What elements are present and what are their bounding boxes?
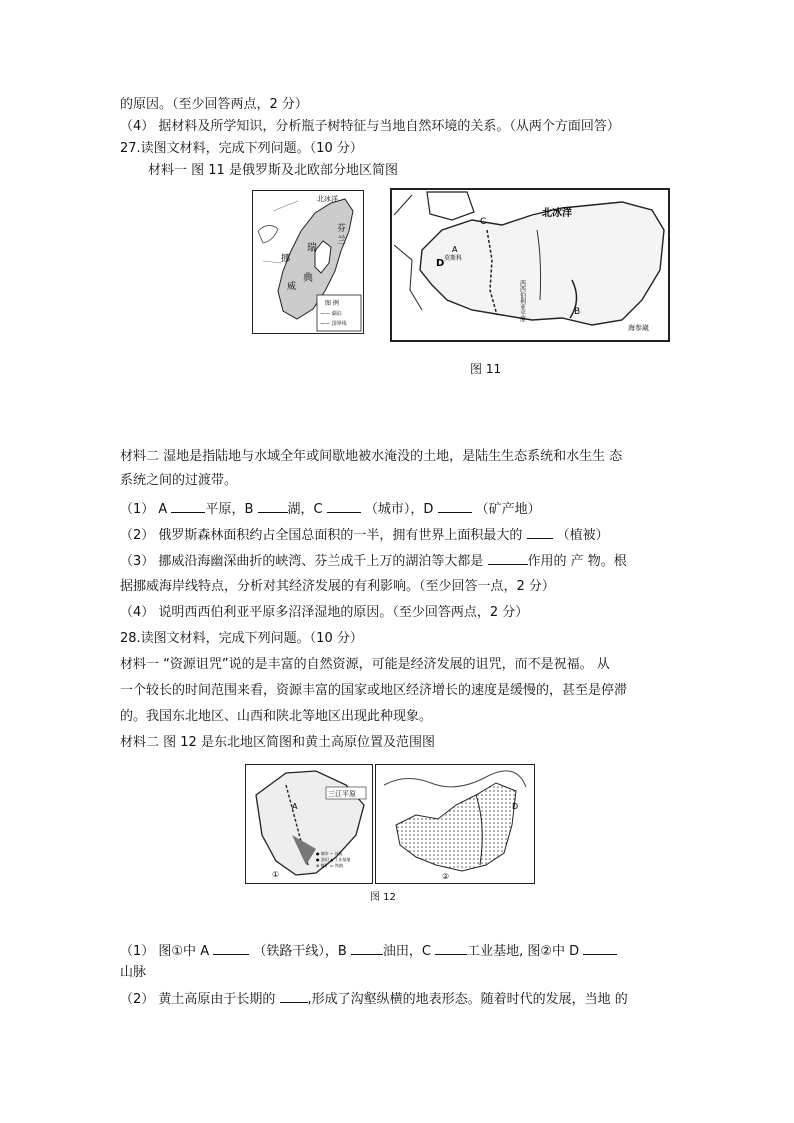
question-27-3 (120, 552, 627, 571)
label-west-siberia: 西西伯利亚平原 (518, 280, 526, 322)
q28-1-part-c: 油田，C (382, 944, 436, 959)
question-27-1 (120, 500, 541, 519)
label-wei: 威 (287, 282, 297, 292)
label-fin: 芬 (337, 224, 347, 234)
figure-11-northern-europe-map (252, 190, 364, 334)
figure-12-loess-plateau-map (375, 764, 535, 884)
q28-material-1-line-2: 一个较长的时间范围来看，资源丰富的国家或地区经济增长的速度是缓慢的，甚至是停滞 (120, 683, 628, 698)
label-nuo: 挪 (281, 254, 291, 264)
question-28-1-cont: 山脉 (120, 965, 147, 980)
q28-1-part-a: （1） 图①中 A (120, 944, 214, 959)
q27-3-text: （3） 挪威沿海幽深曲折的峡湾、芬兰成千上万的湖泊等大都是 (120, 554, 488, 569)
label-moscow: 莫斯科 (444, 255, 463, 262)
text-line-2: （4） 据材料及所学知识，分析瓶子树特征与当地自然环境的关系。（从两个方面回答） (120, 119, 620, 134)
label-fig12-num1: ① (272, 870, 280, 879)
question-27-4: （4） 说明西西伯利亚平原多沼泽湿地的原因。（至少回答两点，2 分） (120, 605, 529, 620)
q28-material-1-line-3: 的。我国东北地区、山西和陕北等地区出现此种现象。 (120, 709, 433, 724)
label-lan: 兰 (337, 236, 347, 246)
legend-fig12-1: ● 城市 ∼ 河流 (316, 851, 343, 856)
label-sanjiang-plain: 三江平原 (328, 790, 356, 798)
label-c: C (480, 217, 487, 227)
q27-3-suffix: 作用的 产 物。根 (527, 554, 627, 569)
q27-1-part-a: （1） A (120, 502, 172, 517)
q27-2-suffix: （植被） (552, 528, 609, 543)
blank-vegetation[interactable] (527, 526, 553, 539)
legend-title: 图 例 (325, 300, 339, 307)
label-fig12-d: D (512, 802, 519, 811)
blank-mountain[interactable] (583, 942, 617, 955)
q27-2-text: （2） 俄罗斯森林面积约占全国总面积的一半，拥有世界上面积最大的 (120, 528, 527, 543)
figure-11-caption: 图 11 (470, 362, 502, 376)
q28-1-part-d: 工业基地, 图②中 D (467, 944, 584, 959)
figure-12-caption: 图 12 (370, 892, 396, 903)
label-b: B (574, 307, 581, 317)
label-fig12-num2: ② (442, 872, 450, 881)
blank-d-mine[interactable] (438, 500, 472, 513)
material-2-line-1: 材料二 湿地是指陆地与水域全年或间歇地被水淹没的土地，是陆生生态系统和水生生 态 (120, 449, 623, 464)
text-line-1: 的原因。（至少回答两点，2 分） (120, 97, 308, 112)
figure-12-northeast-map (245, 764, 373, 884)
question-28-2 (120, 990, 628, 1009)
legend-item-border: —— 国界线 (320, 321, 347, 327)
q27-1-part-e: （矿产地） (471, 502, 541, 517)
q28-2-text: （2） 黄土高原由于长期的 (120, 992, 280, 1007)
label-fig12-a: A (292, 802, 298, 811)
blank-b-lake[interactable] (258, 500, 288, 513)
legend-fig12-3: ⊕ 煤矿 ▭ 铁路 (316, 863, 343, 868)
blank-glacier-action[interactable] (488, 552, 528, 565)
question-27-3-cont: 据挪威海岸线特点，分析对其经济发展的有利影响。（至少回答一点，2 分） (120, 579, 555, 594)
figure-11-russia-map (390, 188, 670, 342)
q27-1-part-c: 湖，C (287, 502, 327, 517)
label-vladivostok: 海参崴 (628, 324, 649, 332)
blank-industrial-base[interactable] (435, 942, 467, 955)
blank-c-city[interactable] (327, 500, 361, 513)
question-28-1 (120, 942, 617, 961)
label-dian: 典 (303, 273, 313, 284)
material-2-line-2: 系统之间的过渡带。 (120, 473, 238, 488)
q28-material-2: 材料二 图 12 是东北地区简图和黄土高原位置及范围图 (120, 735, 435, 750)
q28-1-part-b: （铁路干线），B (249, 944, 351, 959)
blank-oilfield[interactable] (351, 942, 383, 955)
question-27-2 (120, 526, 609, 545)
legend-item-lake: —— 湖泊 (320, 311, 342, 317)
label-arctic-ocean: 北冰洋 (542, 208, 572, 219)
label-a: A (452, 245, 458, 254)
blank-railway[interactable] (213, 942, 249, 955)
question-28-heading: 28.读图文材料，完成下列问题。（10 分） (120, 631, 363, 646)
material-1-caption: 材料一 图 11 是俄罗斯及北欧部分地区简图 (148, 163, 398, 178)
legend-fig12-2: ● 油田 ▲ 工业基地 (316, 857, 351, 862)
q28-2-suffix: ,形成了沟壑纵横的地表形态。随着时代的发展，当地 的 (307, 992, 628, 1007)
label-arctic-ocean-small: 北冰洋 (317, 195, 338, 203)
label-d: D (436, 258, 445, 269)
q27-1-part-b: 平原，B (205, 502, 258, 517)
q27-1-part-d: （城市），D (360, 502, 438, 517)
blank-erosion[interactable] (280, 990, 308, 1003)
blank-a-plain[interactable] (171, 500, 205, 513)
question-27-heading: 27.读图文材料，完成下列问题。（10 分） (120, 141, 363, 156)
q28-material-1-line-1: 材料一 “资源诅咒”说的是丰富的自然资源，可能是经济发展的诅咒，而不是祝福。 从 (120, 657, 610, 672)
label-rui: 瑞 (307, 243, 317, 254)
